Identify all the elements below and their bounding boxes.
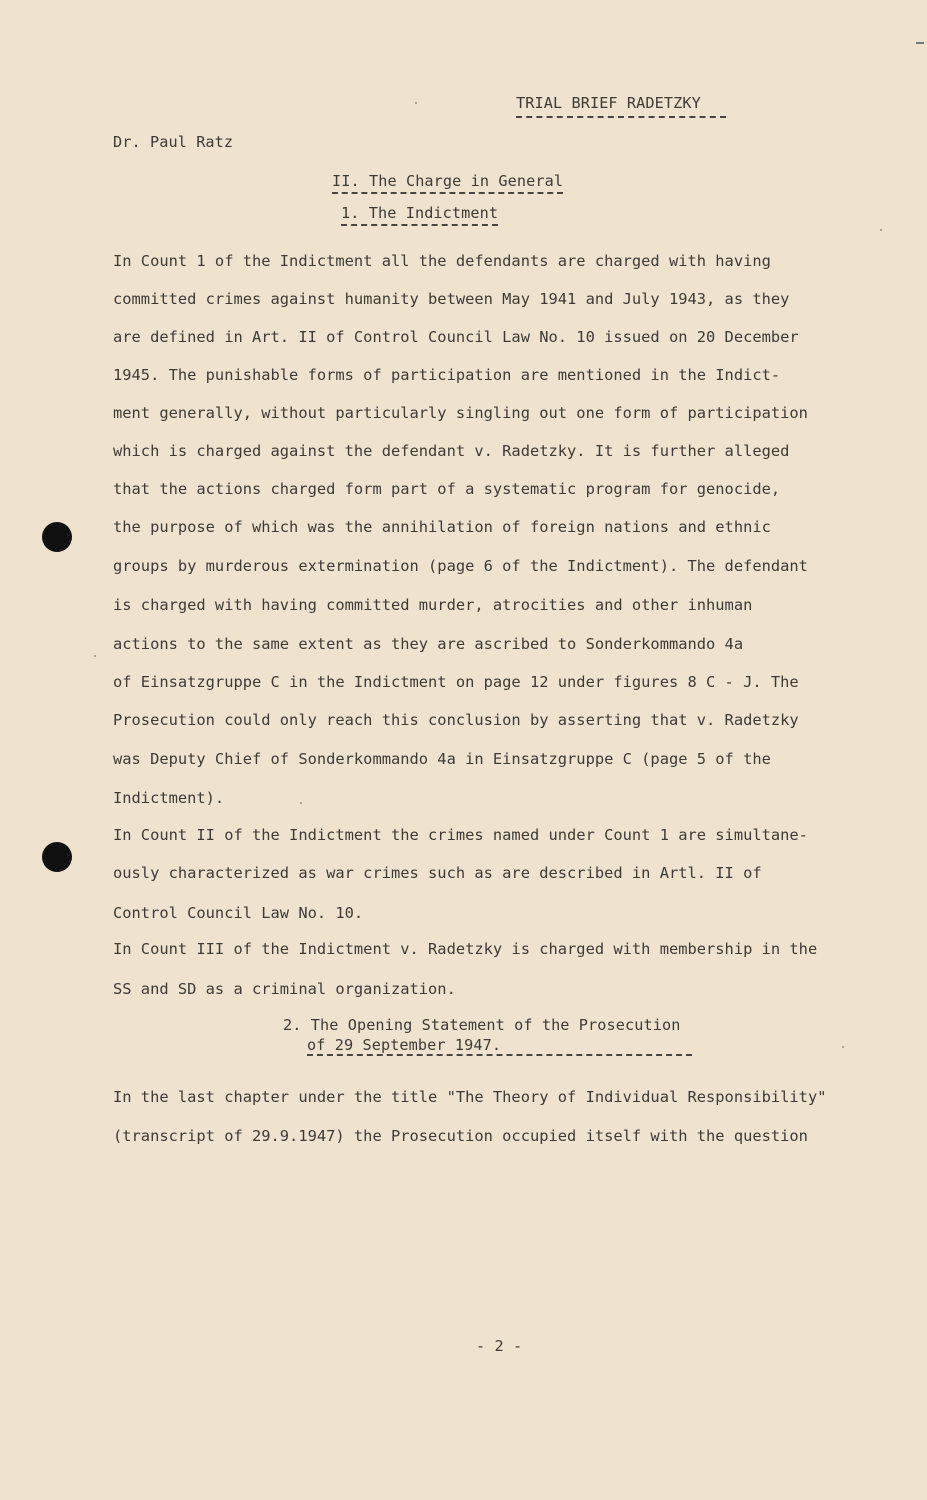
text-line: 1945. The punishable forms of participation are mentioned in the Indict- xyxy=(113,366,781,384)
text-line: (transcript of 29.9.1947) the Prosecution occupied itself with the question xyxy=(113,1127,808,1145)
text-line: In Count 1 of the Indictment all the defendants are charged with having xyxy=(113,252,771,270)
text-line: ment generally, without particularly singling out one form of participation xyxy=(113,404,808,422)
text-line: Prosecution could only reach this conclusion by asserting that v. Radetzky xyxy=(113,711,799,729)
trial-brief-title: TRIAL BRIEF RADETZKY xyxy=(516,94,726,118)
text-line: the purpose of which was the annihilation of foreign nations and ethnic xyxy=(113,518,771,536)
author-name: Dr. Paul Ratz xyxy=(113,133,234,151)
heading-underline xyxy=(307,1054,692,1056)
punch-hole-top xyxy=(42,522,72,552)
subsection-heading-date: of 29 September 1947. xyxy=(307,1036,502,1054)
text-line: that the actions charged form part of a systematic program for genocide, xyxy=(113,480,781,498)
text-line: groups by murderous extermination (page 6 of the Indictment). The defendant xyxy=(113,557,808,575)
text-line: SS and SD as a criminal organization. xyxy=(113,980,456,998)
text-line: Indictment). xyxy=(113,789,225,807)
text-line: of Einsatzgruppe C in the Indictment on page 12 under figures 8 C - J. The xyxy=(113,673,799,691)
text-line: are defined in Art. II of Control Council Law No. 10 issued on 20 December xyxy=(113,328,799,346)
text-line: which is charged against the defendant v. Radetzky. It is further alleged xyxy=(113,442,790,460)
page-number: - 2 - xyxy=(476,1337,523,1355)
text-line: was Deputy Chief of Sonderkommando 4a in Einsatzgruppe C (page 5 of the xyxy=(113,750,771,768)
section-heading: II. The Charge in General xyxy=(332,172,563,194)
subsection-heading-indictment: 1. The Indictment xyxy=(341,204,498,226)
text-line: is charged with having committed murder, atrocities and other inhuman xyxy=(113,596,753,614)
text-line: In Count III of the Indictment v. Radetzky is charged with membership in the xyxy=(113,940,818,958)
text-line: In the last chapter under the title "The Theory of Individual Responsibility" xyxy=(113,1088,827,1106)
text-line: In Count II of the Indictment the crimes named under Count 1 are simultane- xyxy=(113,826,808,844)
punch-hole-bottom xyxy=(42,842,72,872)
text-line: ously characterized as war crimes such as are described in Artl. II of xyxy=(113,864,762,882)
subsection-heading-opening-statement: 2. The Opening Statement of the Prosecution xyxy=(283,1016,681,1034)
text-line: committed crimes against humanity between May 1941 and July 1943, as they xyxy=(113,290,790,308)
text-line: Control Council Law No. 10. xyxy=(113,904,364,922)
text-line: actions to the same extent as they are ascribed to Sonderkommando 4a xyxy=(113,635,744,653)
